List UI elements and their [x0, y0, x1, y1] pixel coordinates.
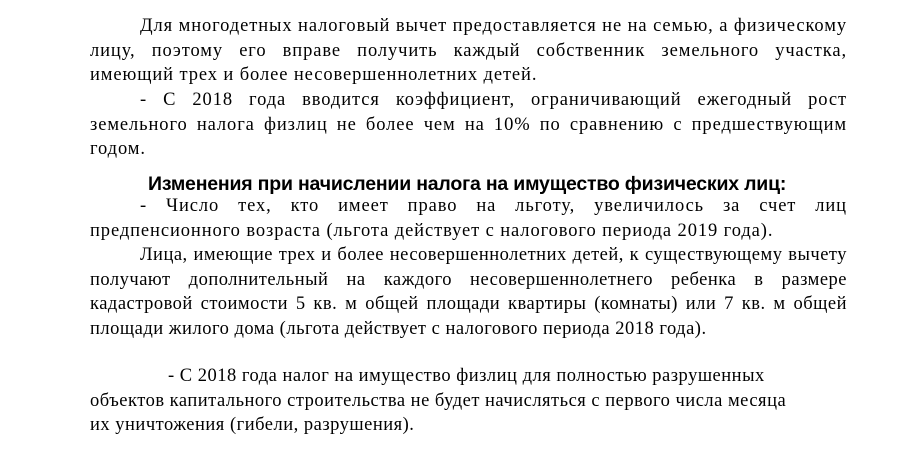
paragraph-pre-retirement-benefit: - Число тех, кто имеет право на льготу, увеличилось за счет лиц предпенсионного возраста (льгота действует с налогового периода 2019 года). — [90, 196, 847, 241]
paragraph-multichild-deduction: Для многодетных налоговый вычет предоставляется не на семью, а физическому лицу, поэтому его вправе получить каждый собственник земельного участка, имеющий трех и более несовершеннолетних детей. — [90, 16, 847, 85]
paragraph-additional-deduction: Лица, имеющие трех и более несовершеннолетних детей, к существующему вычету получают дополнительный на каждого несовершеннолетнего ребенка в размере кадастровой стоимости 5 кв. м общей площади квартиры (комнаты) или 7 кв. м общей площади жилого дома (льгота действует с налогового периода 2018 года). — [90, 245, 847, 339]
paragraph-line: их уничтожения (гибели, разрушения). — [90, 415, 415, 435]
paragraph-line: - С 2018 года налог на имущество физлиц для полностью разрушенных — [168, 366, 765, 386]
paragraph-land-tax-coefficient: - С 2018 года вводится коэффициент, ограничивающий ежегодный рост земельного налога физлиц не более чем на 10% по сравнению с предшествующим годом. — [90, 90, 847, 159]
paragraph-destroyed-objects — [90, 364, 847, 438]
paragraph-line: объектов капитального строительства не будет начисляться с первого числа месяца — [90, 390, 787, 411]
section-heading-property-tax: Изменения при начислении налога на имущество физических лиц: — [148, 173, 787, 195]
